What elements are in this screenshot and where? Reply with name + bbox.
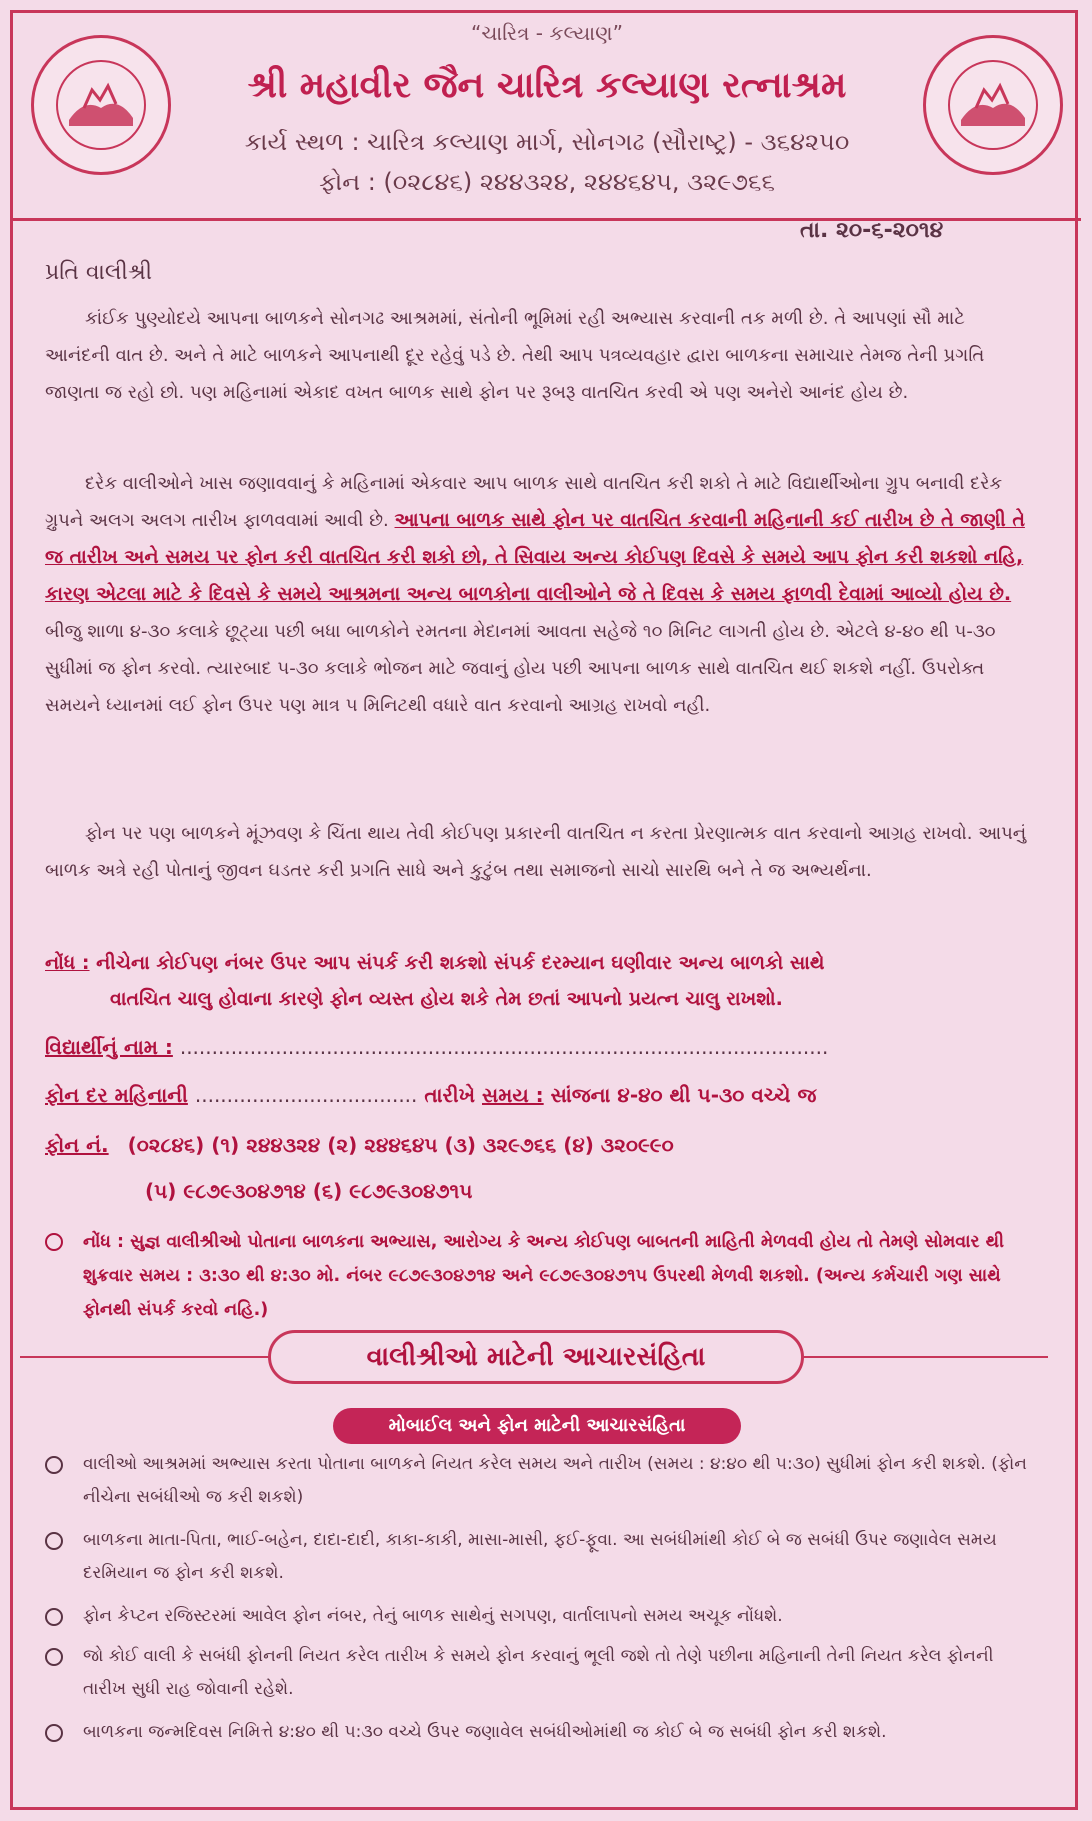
office-hours-text: નોંધ : સુજ્ઞ વાલીશ્રીઓ પોતાના બાળકના અભ્યાસ, આરોગ્ય કે અન્ય કોઈપણ બાબતની માહિતી મેળવવી હોય તો તેમણે સોમવાર થી શુક્રવાર સમય : ૩:૩૦ થી ૪:૩૦ મો. નંબર ૯૮૭૯૩૦૪૭૧૪ અને ૯૮૭૯૩૦૪૭૧૫ ઉપરથી મેળવી શકશો. (અન્ય કર્મચારી ગણ સાથે ફોનથી સંપર્ક કરવો નહિ.)	[83, 1232, 1005, 1320]
header-phone: ફોન : (૦૨૮૪૬) ૨૪૪૩૨૪, ૨૪૪૬૪૫, ૩૨૯૭૬૬	[319, 168, 775, 196]
student-name-line	[45, 1035, 1035, 1059]
note-label: નોંધ :	[45, 952, 90, 974]
motto: “ચારિત્ર - કલ્યાણ”	[471, 21, 623, 45]
code-of-conduct-title: વાલીશ્રીઓ માટેની આચારસંહિતા	[268, 1330, 804, 1384]
schedule-line	[45, 1083, 1035, 1107]
address: કાર્ય સ્થળ : ચારિત્ર કલ્યાણ માર્ગ, સોનગઢ (સૌરાષ્ટ્ર) - ૩૬૪૨૫૦	[244, 128, 850, 156]
letterhead	[13, 13, 1081, 221]
note-line-1: નીચેના કોઈપણ નંબર ઉપર આપ સંપર્ક કરી શકશો સંપર્ક દરમ્યાન ઘણીવાર અન્ય બાળકો સાથે	[96, 952, 825, 974]
org-name: શ્રી મહાવીર જૈન ચારિત્ર કલ્યાણ રત્નાશ્રમ	[247, 65, 847, 106]
letter-date: તા. ૨૦-૬-૨૦૧૪	[800, 218, 944, 243]
code-item-text: બાળકના જન્મદિવસ નિમિત્તે ૪:૪૦ થી ૫:૩૦ વચ્ચે ઉપર જણાવેલ સબંધીઓમાંથી જ કોઈ બે જ સબંધી ફોન કરી શકશે.	[83, 1722, 887, 1742]
paragraph-2	[45, 465, 1030, 724]
note-line-2: વાતચિત ચાલુ હોવાના કારણે ફોન વ્યસ્ત હોય શકે તેમ છતાં આપનો પ્રયત્ન ચાલુ રાખશો.	[110, 988, 783, 1010]
code-item-text: બાળકના માતા-પિતા, ભાઈ-બહેન, દાદા-દાદી, કાકા-કાકી, માસા-માસી, ફઈ-ફૂવા. આ સબંધીમાંથી કોઈ બે જ સબંધી ઉપર જણાવેલ સમય દરમિયાન જ ફોન કરી શકશે.	[83, 1530, 997, 1583]
code-item-text: ફોન કેપ્ટન રજિસ્ટરમાં આવેલ ફોન નંબર, તેનું બાળક સાથેનું સગપણ, વાર્તાલાપનો સમય અચૂક નોંધશે.	[83, 1606, 783, 1626]
paragraph-2-highlight: આપના બાળક સાથે ફોન પર વાતચિત કરવાની મહિનાની કઈ તારીખ છે તે જાણી તે જ તારીખ અને સમય પર ફોન કરી વાતચિત કરી શકો છો, તે સિવાય અન્ય કોઈપણ દિવસે કે સમયે આપ ફોન કરી શકશો નહિ, કારણ એટલા માટે કે દિવસે કે સમયે આશ્રમના અન્ય બાળકોના વાલીઓને જે તે દિવસ કે સમય ફાળવી દેવામાં આવ્યો હોય છે.	[45, 509, 1025, 605]
bullet-circle-icon	[45, 1532, 63, 1550]
bullet-circle-icon	[45, 1608, 63, 1626]
contact-note	[45, 945, 1030, 1017]
paragraph-1-text: કાંઈક પુણ્યોદયે આપના બાળકને સોનગઢ આશ્રમમાં, સંતોની ભૂમિમાં રહી અભ્યાસ કરવાની તક મળી છે. તે આપણાં સૌ માટે આનંદની વાત છે. અને તે માટે બાળકને આપનાથી દૂર રહેવું પડે છે. તેથી આપ પત્રવ્યવહાર દ્વારા બાળકના સમાચાર તેમજ તેની પ્રગતિ જાણતા જ રહો છો. પણ મહિનામાં એકાદ વખત બાળક સાથે ફોન પર રૂબરૂ વાતચિત કરવી એ પણ અનેરો આનંદ હોય છે.	[45, 308, 985, 403]
code-item-text: જો કોઈ વાલી કે સબંધી ફોનની નિયત કરેલ તારીખ કે સમયે ફોન કરવાનું ભૂલી જશે તો તેણે પછીના મહિનાની તેની નિયત કરેલ ફોનની તારીખ સુધી રાહ જોવાની રહેશે.	[83, 1646, 994, 1699]
phone-line-2: (૫) ૯૮૭૯૩૦૪૭૧૪ (૬) ૯૮૭૯૩૦૪૭૧૫	[145, 1179, 473, 1203]
month-label: ફોન દર મહિનાની	[45, 1083, 188, 1107]
salutation: પ્રતિ વાલીશ્રી	[45, 260, 153, 285]
bullet-circle-icon	[45, 1233, 63, 1251]
time-label: સમય :	[482, 1083, 544, 1107]
code-item-text: વાલીઓ આશ્રમમાં અભ્યાસ કરતા પોતાના બાળકને નિયત કરેલ સમય અને તારીખ (સમય : ૪:૪૦ થી ૫:૩૦) સુધીમાં ફોન કરી શકશે. (ફોન નીચેના સબંધીઓ જ કરી શકશે)	[83, 1454, 1027, 1507]
paragraph-3	[45, 815, 1030, 889]
phone-code-subtitle: મોબાઈલ અને ફોન માટેની આચારસંહિતા	[333, 1408, 741, 1444]
bullet-circle-icon	[45, 1648, 63, 1666]
student-name-label: વિદ્યાર્થીનું નામ :	[45, 1035, 173, 1059]
student-name-blank[interactable]: ......................................................................................................	[179, 1035, 829, 1059]
paragraph-2-rest: બીજુ શાળા ૪-૩૦ કલાકે છૂટ્યા પછી બધા બાળકોને રમતના મેદાનમાં આવતા સહેજે ૧૦ મિનિટ લાગતી હોય છે. એટલે ૪-૪૦ થી ૫-૩૦ સુધીમાં જ ફોન કરવો. ત્યારબાદ ૫-૩૦ કલાકે ભોજન માટે જવાનું હોય પછી આપના બાળક સાથે વાતચિત થઈ શકશે નહીં. ઉપરોક્ત સમયને ધ્યાનમાં લઈ ફોન ઉપર પણ માત્ર ૫ મિનિટથી વધારે વાત કરવાનો આગ્રહ રાખવો નહી.	[45, 621, 996, 716]
bullet-circle-icon	[45, 1724, 63, 1742]
time-value: સાંજના ૪-૪૦ થી ૫-૩૦ વચ્ચે જ	[550, 1083, 817, 1107]
paragraph-3-text: ફોન પર પણ બાળકને મૂંઝવણ કે ચિંતા થાય તેવી કોઈપણ પ્રકારની વાતચિત ન કરતા પ્રેરણાત્મક વાત કરવાનો આગ્રહ રાખવો. આપનું બાળક અત્રે રહી પોતાનું જીવન ઘડતર કરી પ્રગતિ સાધે અને કુટુંબ તથા સમાજનો સાચો સારથિ બને તે જ અભ્યર્થના.	[45, 823, 1027, 881]
bullet-circle-icon	[45, 1456, 63, 1474]
month-date-blank[interactable]: ...................................	[194, 1083, 418, 1107]
date-label: તારીખે	[424, 1083, 476, 1107]
phone-line-1: (૦૨૮૪૬) (૧) ૨૪૪૩૨૪ (૨) ૨૪૪૬૪૫ (૩) ૩૨૯૭૬૬ (૪) ૩૨૦૯૯૦	[127, 1133, 674, 1157]
paragraph-2-plain: દરેક વાલીઓને ખાસ જણાવવાનું કે મહિનામાં એકવાર આપ બાળક સાથે વાતચિત કરી શકો તે માટે વિદ્યાર્થીઓના ગ્રુપ બનાવી દરેક ગ્રુપને અલગ અલગ તારીખ ફાળવવામાં આવી છે.	[45, 473, 1003, 531]
paragraph-1	[45, 300, 1030, 411]
phone-label: ફોન નં.	[45, 1133, 109, 1157]
phone-numbers	[45, 1133, 1035, 1203]
